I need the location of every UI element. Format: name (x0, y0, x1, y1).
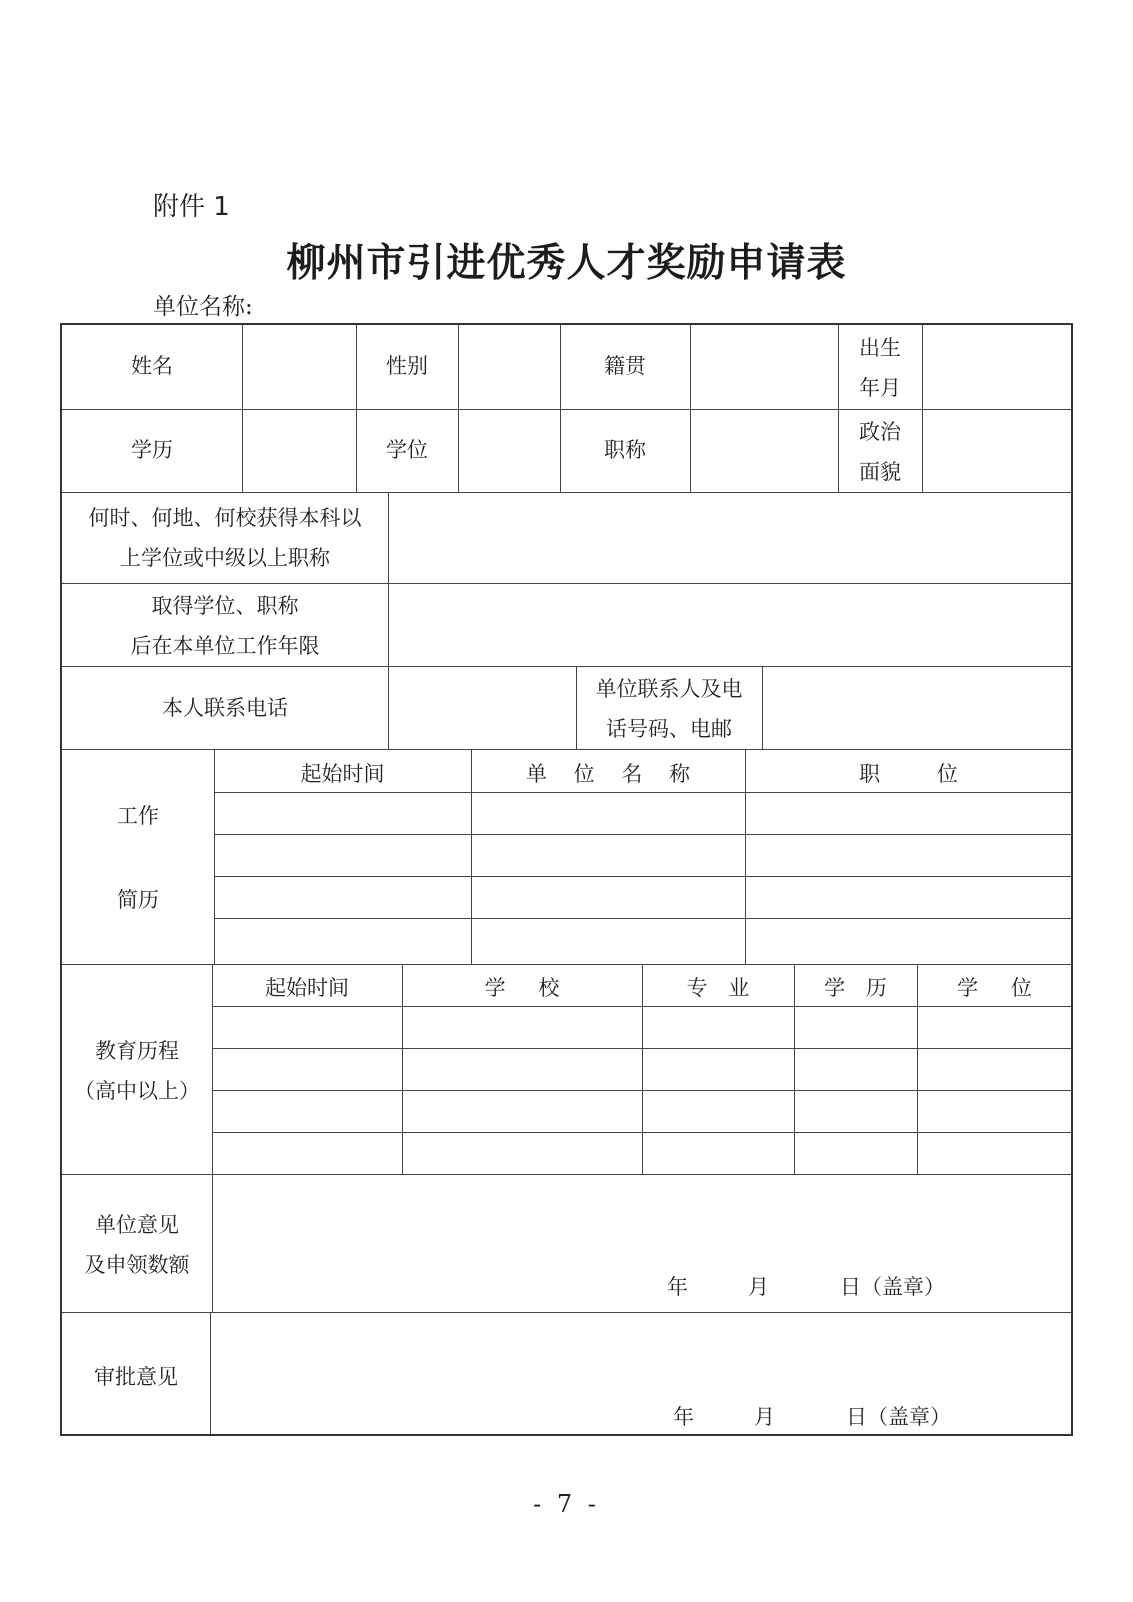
row-divider (62, 583, 1072, 584)
unit-opinion-year: 年 (667, 1275, 688, 1299)
work-row-line (214, 918, 1072, 919)
unit-opinion-day-seal: 日（盖章） (840, 1275, 945, 1299)
page-number: - 7 - (533, 1490, 600, 1518)
degree-label: 学位 (386, 438, 428, 462)
work-history-label-line1: 工作 (117, 804, 159, 828)
self-phone-label: 本人联系电话 (162, 696, 288, 720)
birth-label-line2: 年月 (859, 376, 901, 400)
unit-contact-label-line1: 单位联系人及电 (595, 677, 743, 701)
work-row-line (214, 834, 1072, 835)
birth-label-line1: 出生 (859, 336, 901, 360)
row-divider (62, 492, 1072, 493)
approval-year: 年 (673, 1405, 694, 1429)
col-divider (690, 325, 691, 492)
work-header-unit-name: 单 位 名 称 (525, 762, 691, 786)
edu-header-school: 学 校 (484, 976, 560, 1000)
col-divider (242, 325, 243, 492)
unit-opinion-month: 月 (748, 1275, 769, 1299)
col-divider (210, 1312, 211, 1434)
qualification-label-line2: 上学位或中级以上职称 (120, 546, 330, 570)
native-place-label: 籍贯 (604, 354, 646, 378)
qualification-label-line1: 何时、何地、何校获得本科以 (88, 506, 362, 530)
edu-header-degree: 学 位 (957, 976, 1032, 1000)
application-form (60, 323, 1073, 1436)
unit-contact-label-line2: 话号码、电邮 (606, 717, 732, 741)
row-divider (62, 1174, 1072, 1175)
row-divider (62, 666, 1072, 667)
education-history-label-line2: （高中以上） (74, 1079, 200, 1103)
work-history-label-line2: 简历 (117, 888, 159, 912)
political-label-line2: 面貌 (859, 460, 901, 484)
years-label-line2: 后在本单位工作年限 (130, 634, 320, 658)
col-divider (762, 666, 763, 749)
name-label: 姓名 (131, 354, 173, 378)
approval-day-seal: 日（盖章） (846, 1405, 951, 1429)
title-rank-label: 职称 (604, 438, 646, 462)
form-title: 柳州市引进优秀人才奖励申请表 (286, 241, 847, 286)
col-divider (922, 325, 923, 492)
unit-name-label: 单位名称: (153, 294, 253, 320)
edu-header-start-time: 起始时间 (265, 976, 349, 1000)
unit-opinion-label-line2: 及申领数额 (84, 1253, 190, 1277)
row-divider (62, 409, 1072, 410)
gender-label: 性别 (386, 354, 428, 378)
row-divider (62, 1312, 1072, 1313)
edu-header-major: 专 业 (686, 976, 750, 1000)
political-label-line1: 政治 (859, 420, 901, 444)
unit-opinion-label-line1: 单位意见 (95, 1213, 179, 1237)
education-label: 学历 (131, 438, 173, 462)
col-divider (458, 325, 459, 492)
edu-header-education: 学 历 (824, 976, 887, 1000)
work-row-line (214, 876, 1072, 877)
col-divider (388, 492, 389, 749)
education-history-label-line1: 教育历程 (95, 1039, 179, 1063)
attachment-label: 附件 1 (153, 192, 230, 222)
approval-month: 月 (754, 1405, 775, 1429)
row-divider (62, 964, 1072, 965)
approval-label: 审批意见 (94, 1365, 178, 1389)
years-label-line1: 取得学位、职称 (151, 594, 299, 618)
col-divider (212, 964, 213, 1312)
work-header-position: 职 位 (859, 762, 958, 786)
work-header-start-time: 起始时间 (300, 762, 385, 786)
